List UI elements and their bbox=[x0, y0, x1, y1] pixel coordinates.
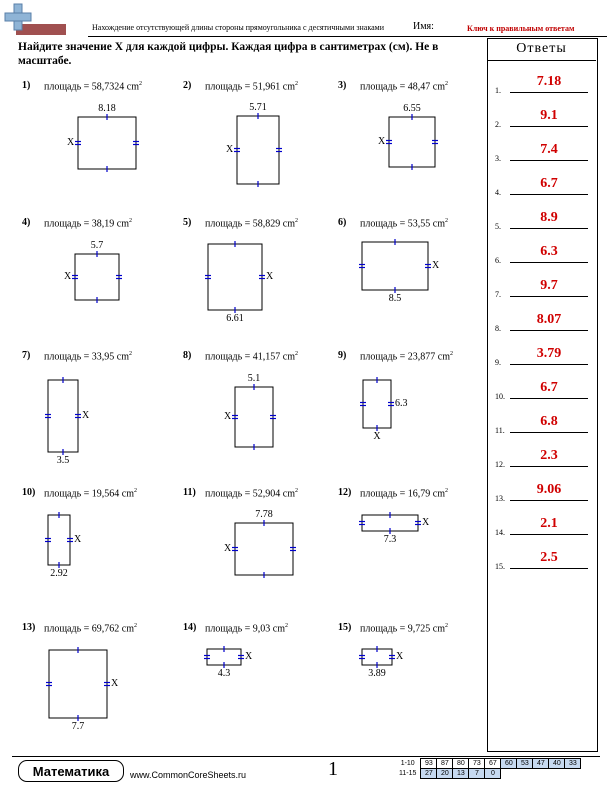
rectangle-figure bbox=[361, 514, 419, 532]
problem-number: 5) bbox=[183, 217, 192, 228]
answer-line bbox=[510, 398, 588, 399]
answer-number: 2. bbox=[495, 120, 501, 129]
rectangle-figure bbox=[361, 241, 429, 291]
problem-number: 2) bbox=[183, 80, 192, 91]
unknown-side-label: X bbox=[224, 411, 232, 422]
answer-number: 5. bbox=[495, 222, 501, 231]
problem-area-label: площадь = 58,7324 $cm^2$ bbox=[44, 81, 142, 93]
rectangle-figure bbox=[388, 116, 436, 168]
problem-number: 11) bbox=[183, 487, 196, 498]
answer-line bbox=[510, 466, 588, 467]
problem-number: 10) bbox=[22, 487, 36, 498]
problem-number: 1) bbox=[22, 80, 31, 91]
answer-number: 7. bbox=[495, 290, 501, 299]
score-cell: 20 bbox=[437, 769, 453, 779]
problem-number: 13) bbox=[22, 622, 36, 633]
rectangle-outline bbox=[389, 117, 435, 167]
answer-value: 8.07 bbox=[536, 312, 562, 327]
unknown-side-label: X bbox=[74, 534, 82, 545]
answer-value: 3.79 bbox=[536, 346, 562, 361]
score-cell: 93 bbox=[421, 759, 437, 769]
score-cell: 13 bbox=[453, 769, 469, 779]
unknown-side-label: X bbox=[111, 678, 119, 689]
problem-number: 9) bbox=[338, 350, 347, 361]
score-cell: 47 bbox=[533, 759, 549, 769]
answer-number: 10. bbox=[495, 392, 505, 401]
answer-value: 7.18 bbox=[536, 74, 562, 89]
unknown-side-label: X bbox=[226, 144, 234, 155]
site-url[interactable]: www.CommonCoreSheets.ru bbox=[130, 770, 247, 780]
known-side-label: 7.78 bbox=[255, 509, 273, 520]
problem-area-label: площадь = 9,03 $cm^2$ bbox=[205, 623, 288, 635]
plus-logo-icon bbox=[2, 2, 80, 36]
unknown-side-label: X bbox=[378, 136, 386, 147]
problem-number: 6) bbox=[338, 217, 347, 228]
problem-number: 14) bbox=[183, 622, 197, 633]
rectangle-figure bbox=[74, 253, 120, 301]
problem-area-label: площадь = 23,877 $cm^2$ bbox=[360, 351, 453, 363]
worksheet-title: Нахождение отсутствующей длины стороны прямоугольника с десятичными знаками bbox=[92, 23, 384, 32]
header-divider bbox=[88, 36, 607, 37]
problem-area-label: площадь = 52,904 $cm^2$ bbox=[205, 488, 298, 500]
rectangle-figure bbox=[47, 379, 79, 453]
answer-number: 14. bbox=[495, 528, 505, 537]
answer-line bbox=[510, 432, 588, 433]
unknown-side-label: X bbox=[373, 431, 381, 442]
problem-area-label: площадь = 48,47 $cm^2$ bbox=[360, 81, 448, 93]
answer-number: 4. bbox=[495, 188, 501, 197]
answer-value: 6.8 bbox=[540, 414, 558, 429]
score-cell: 33 bbox=[565, 759, 581, 769]
rectangle-figure bbox=[48, 649, 108, 719]
answer-value: 9.1 bbox=[540, 108, 558, 123]
brand-badge: Математика bbox=[18, 760, 124, 782]
known-side-label: 5.1 bbox=[247, 373, 261, 384]
problem-area-label: площадь = 53,55 $cm^2$ bbox=[360, 218, 448, 230]
score-cell: 73 bbox=[469, 759, 485, 769]
score-row bbox=[397, 769, 581, 779]
unknown-side-label: X bbox=[432, 260, 440, 271]
answer-number: 6. bbox=[495, 256, 501, 265]
problem-number: 7) bbox=[22, 350, 31, 361]
answer-line bbox=[510, 92, 588, 93]
known-side-label: 2.92 bbox=[50, 568, 68, 579]
rectangle-outline bbox=[48, 515, 70, 565]
answer-line bbox=[510, 126, 588, 127]
rectangle-figure bbox=[234, 386, 274, 448]
answer-value: 2.1 bbox=[540, 516, 558, 531]
answer-value: 6.7 bbox=[540, 380, 558, 395]
score-range-label: 11-15 bbox=[399, 770, 417, 777]
unknown-side-label: X bbox=[245, 651, 253, 662]
rectangle-figure bbox=[234, 522, 294, 576]
score-cell: 60 bbox=[501, 759, 517, 769]
score-row bbox=[397, 759, 581, 769]
answer-number: 8. bbox=[495, 324, 501, 333]
unknown-side-label: X bbox=[67, 137, 75, 148]
rectangle-outline bbox=[208, 244, 262, 310]
known-side-label: 7.3 bbox=[383, 534, 397, 545]
problem-area-label: площадь = 19,564 $cm^2$ bbox=[44, 488, 137, 500]
score-cell: 40 bbox=[549, 759, 565, 769]
unknown-side-label: X bbox=[64, 271, 72, 282]
problem-area-label: площадь = 58,829 $cm^2$ bbox=[205, 218, 298, 230]
answer-line bbox=[510, 228, 588, 229]
answer-number: 1. bbox=[495, 86, 501, 95]
known-side-label: 3.89 bbox=[368, 668, 386, 679]
rectangle-figure bbox=[206, 648, 242, 666]
answer-line bbox=[510, 364, 588, 365]
known-side-label: 5.7 bbox=[90, 240, 104, 251]
score-cell: 0 bbox=[485, 769, 501, 779]
answer-number: 12. bbox=[495, 460, 505, 469]
known-side-label: 8.5 bbox=[388, 293, 402, 304]
rectangle-outline bbox=[48, 380, 78, 452]
unknown-side-label: X bbox=[396, 651, 404, 662]
footer-divider bbox=[12, 756, 600, 757]
problem-area-label: площадь = 9,725 $cm^2$ bbox=[360, 623, 448, 635]
known-side-label: 6.55 bbox=[403, 103, 421, 114]
score-range-label: 1-10 bbox=[400, 760, 415, 767]
answer-key-label: Ключ к правильным ответам bbox=[467, 24, 575, 33]
score-cell: 53 bbox=[517, 759, 533, 769]
answer-line bbox=[510, 296, 588, 297]
answer-value: 8.9 bbox=[540, 210, 558, 225]
known-side-label: 4.3 bbox=[217, 668, 231, 679]
answers-title-divider bbox=[487, 60, 596, 61]
rectangle-figure bbox=[361, 648, 393, 666]
score-cell: 7 bbox=[469, 769, 485, 779]
rectangle-figure bbox=[207, 243, 263, 311]
answer-number: 15. bbox=[495, 562, 505, 571]
answer-number: 13. bbox=[495, 494, 505, 503]
known-side-label: 3.5 bbox=[56, 455, 70, 466]
answer-value: 7.4 bbox=[540, 142, 558, 157]
answer-number: 11. bbox=[495, 426, 505, 435]
known-side-label: 5.71 bbox=[249, 102, 267, 113]
answer-value: 9.7 bbox=[540, 278, 558, 293]
score-cell: 27 bbox=[421, 769, 437, 779]
known-side-label: 7.7 bbox=[71, 721, 85, 732]
problem-number: 4) bbox=[22, 217, 31, 228]
rectangle-outline bbox=[235, 387, 273, 447]
problem-area-label: площадь = 16,79 $cm^2$ bbox=[360, 488, 448, 500]
unknown-side-label: X bbox=[266, 271, 274, 282]
problem-area-label: площадь = 38,19 $cm^2$ bbox=[44, 218, 132, 230]
answer-value: 2.5 bbox=[540, 550, 558, 565]
instructions: Найдите значение X для каждой цифры. Каждая цифра в сантиметрах (см). Не в масштабе. bbox=[18, 41, 439, 67]
unknown-side-label: X bbox=[224, 543, 232, 554]
known-side-label: 6.61 bbox=[226, 313, 244, 324]
rectangle-outline bbox=[78, 117, 136, 169]
rectangle-outline bbox=[49, 650, 107, 718]
answer-line bbox=[510, 262, 588, 263]
score-cell: 80 bbox=[453, 759, 469, 769]
name-label: Имя: bbox=[413, 21, 434, 32]
known-side-label: 8.18 bbox=[98, 103, 116, 114]
answer-line bbox=[510, 330, 588, 331]
answer-number: 3. bbox=[495, 154, 501, 163]
rectangle-figure bbox=[362, 379, 392, 429]
answer-line bbox=[510, 160, 588, 161]
rectangle-figure bbox=[77, 116, 137, 170]
rectangle-outline bbox=[235, 523, 293, 575]
score-cell: 87 bbox=[437, 759, 453, 769]
answer-line bbox=[510, 534, 588, 535]
rectangle-figure bbox=[236, 115, 280, 185]
page-number: 1 bbox=[328, 758, 338, 780]
problem-number: 3) bbox=[338, 80, 347, 91]
score-table bbox=[397, 758, 581, 779]
problem-area-label: площадь = 69,762 $cm^2$ bbox=[44, 623, 137, 635]
rectangle-figure bbox=[47, 514, 71, 566]
rectangle-outline bbox=[362, 242, 428, 290]
problem-area-label: площадь = 41,157 $cm^2$ bbox=[205, 351, 298, 363]
rectangle-outline bbox=[75, 254, 119, 300]
answer-value: 2.3 bbox=[540, 448, 558, 463]
score-cell: 67 bbox=[485, 759, 501, 769]
unknown-side-label: X bbox=[82, 410, 90, 421]
known-side-label: 6.3 bbox=[395, 398, 408, 409]
problem-area-label: площадь = 33,95 $cm^2$ bbox=[44, 351, 132, 363]
rectangle-outline bbox=[363, 380, 391, 428]
answer-line bbox=[510, 500, 588, 501]
answer-number: 9. bbox=[495, 358, 501, 367]
answer-value: 6.3 bbox=[540, 244, 558, 259]
answer-value: 6.7 bbox=[540, 176, 558, 191]
answer-value: 9.06 bbox=[536, 482, 562, 497]
problem-number: 8) bbox=[183, 350, 192, 361]
problem-number: 15) bbox=[338, 622, 352, 633]
answer-line bbox=[510, 568, 588, 569]
answers-title: Ответы bbox=[516, 41, 567, 56]
problem-area-label: площадь = 51,961 $cm^2$ bbox=[205, 81, 298, 93]
answer-line bbox=[510, 194, 588, 195]
unknown-side-label: X bbox=[422, 517, 430, 528]
problem-number: 12) bbox=[338, 487, 352, 498]
rectangle-outline bbox=[237, 116, 279, 184]
